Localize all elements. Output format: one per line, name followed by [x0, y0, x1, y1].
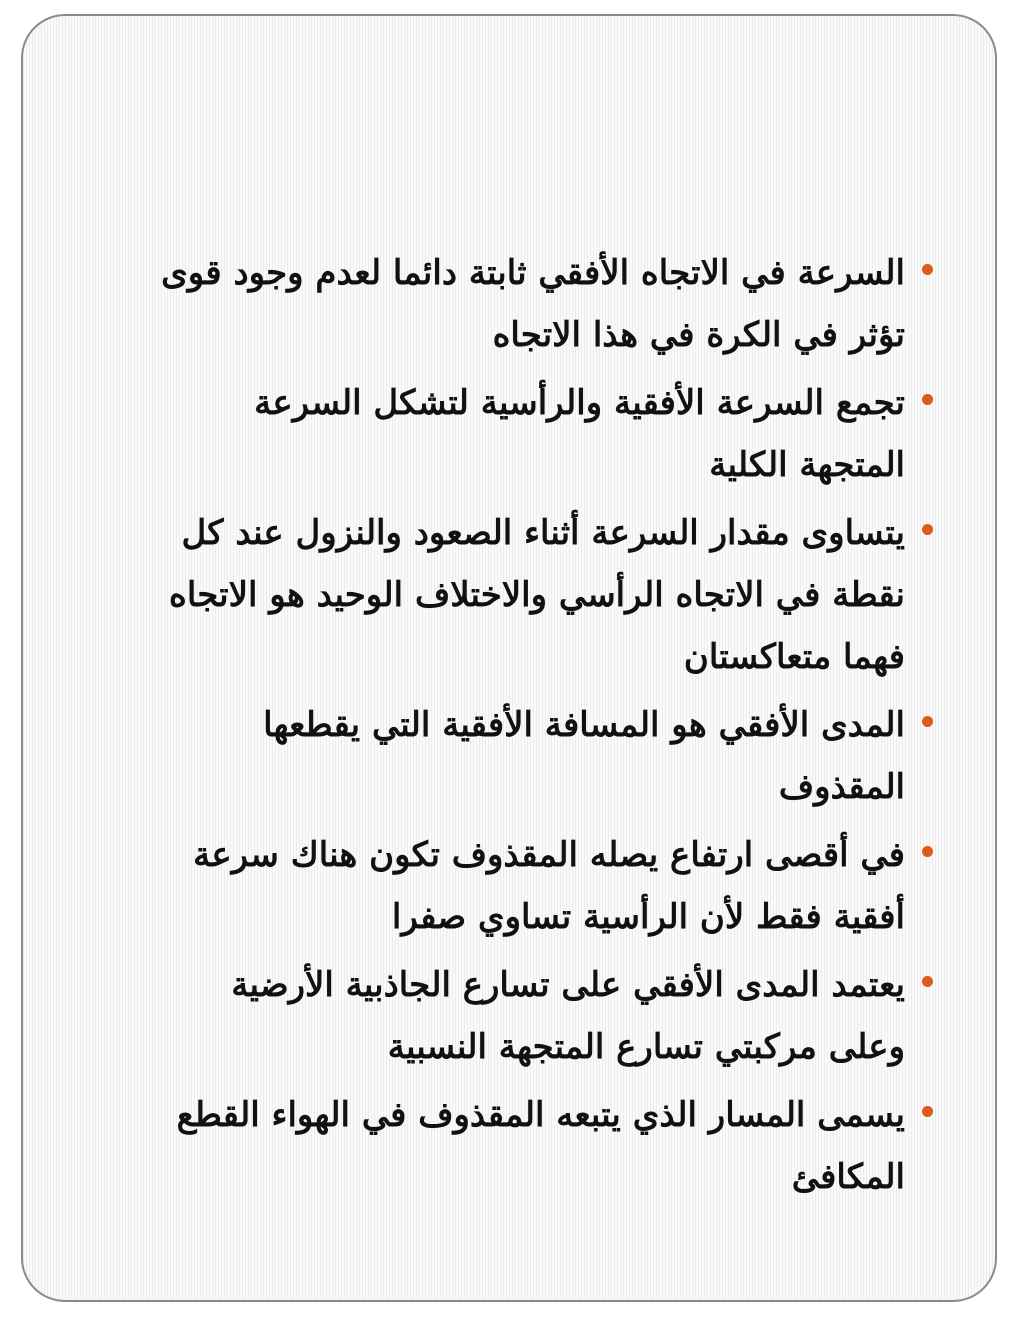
bullet-dot-icon: [922, 394, 933, 405]
bullet-dot-icon: [922, 1106, 933, 1117]
bullet-item: [145, 954, 905, 1078]
slide-panel: [21, 14, 997, 1302]
bullet-text: يعتمد المدى الأفقي على تسارع الجاذبية الأرضية وعلى مركبتي تسارع المتجهة النسبية: [231, 965, 905, 1067]
bullet-text: السرعة في الاتجاه الأفقي ثابتة دائما لعدم وجود قوى تؤثر في الكرة في هذا الاتجاه: [161, 253, 905, 355]
bullet-dot-icon: [922, 846, 933, 857]
bullet-text: تجمع السرعة الأفقية والرأسية لتشكل السرعة المتجهة الكلية: [254, 383, 905, 485]
bullet-item: [145, 242, 905, 366]
bullet-item: [145, 824, 905, 948]
bullet-item: [145, 694, 905, 818]
bullet-item: [145, 502, 905, 688]
bullet-text: المدى الأفقي هو المسافة الأفقية التي يقطعها المقذوف: [263, 705, 905, 807]
bullet-list: [145, 242, 905, 1214]
bullet-dot-icon: [922, 524, 933, 535]
bullet-text: يتساوى مقدار السرعة أثناء الصعود والنزول عند كل نقطة في الاتجاه الرأسي والاختلاف الوحيد هو الاتجاه فهما متعاكستان: [169, 513, 905, 677]
bullet-item: [145, 372, 905, 496]
bullet-dot-icon: [922, 264, 933, 275]
bullet-text: يسمى المسار الذي يتبعه المقذوف في الهواء القطع المكافئ: [176, 1095, 905, 1197]
bullet-dot-icon: [922, 716, 933, 727]
bullet-dot-icon: [922, 976, 933, 987]
bullet-item: [145, 1084, 905, 1208]
bullet-text: في أقصى ارتفاع يصله المقذوف تكون هناك سرعة أفقية فقط لأن الرأسية تساوي صفرا: [193, 835, 905, 937]
